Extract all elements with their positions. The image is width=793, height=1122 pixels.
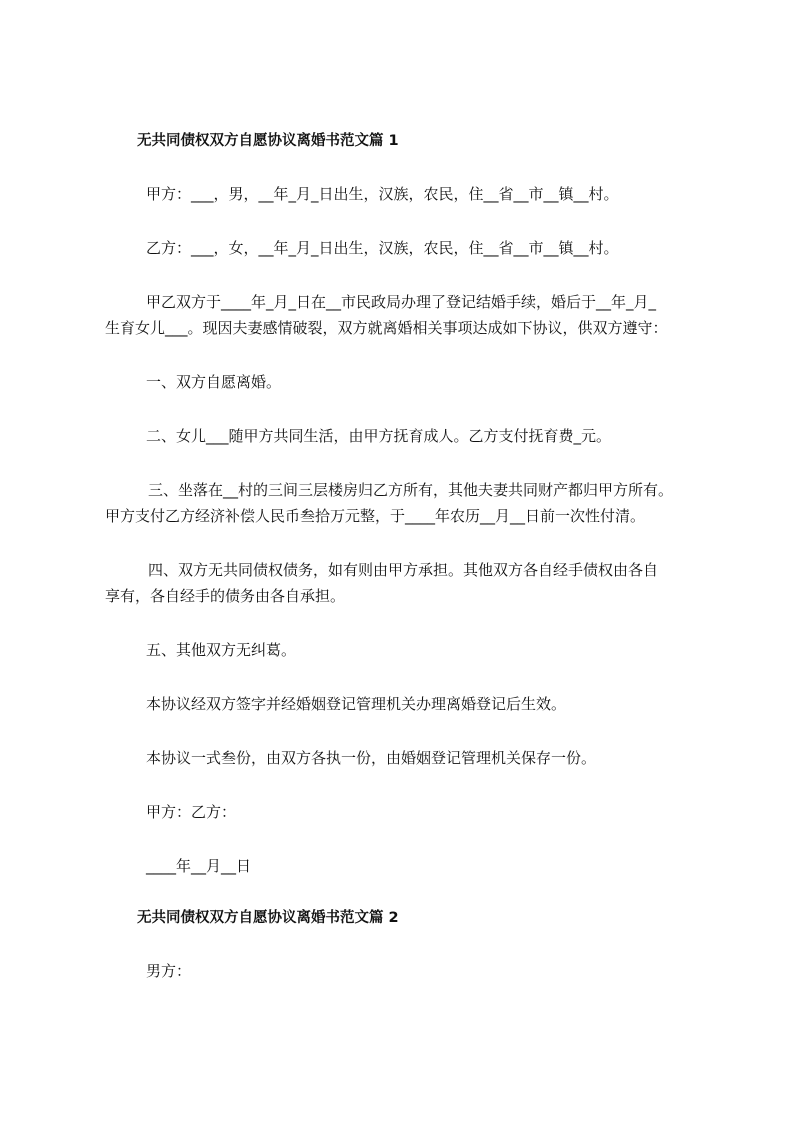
intro-line-2: 生育女儿___。现因夫妻感情破裂，双方就离婚相关事项达成如下协议，供双方遵守：	[105, 319, 668, 337]
section1-title: 无共同债权双方自愿协议离婚书范文篇 1	[137, 133, 399, 149]
clause-2: 二、女儿___随甲方共同生活，由甲方抚育成人。乙方支付抚育费_元。	[146, 427, 612, 445]
party-a-info: 甲方：___，男，__年_月_日出生，汉族，农民，住__省__市__镇__村。	[146, 185, 619, 203]
clause-3-line-1: 三、坐落在__村的三间三层楼房归乙方所有，其他夫妻共同财产都归甲方所有。	[148, 481, 674, 499]
copies-clause: 本协议一式叁份，由双方各执一份，由婚姻登记管理机关保存一份。	[146, 749, 597, 767]
clause-3-line-2: 甲方支付乙方经济补偿人民币叁拾万元整，于____年农历__月__日前一次性付清。	[105, 507, 646, 525]
signature-line: 甲方：乙方：	[146, 803, 237, 821]
party-b-info: 乙方：___，女，__年_月_日出生，汉族，农民，住__省__市__镇__村。	[146, 239, 619, 257]
clause-4-line-1: 四、双方无共同债权债务，如有则由甲方承担。其他双方各自经手债权由各自	[148, 561, 659, 579]
intro-line-1: 甲乙双方于____年_月_日在__市民政局办理了登记结婚手续，婚后于__年_月_	[146, 293, 657, 311]
effect-clause: 本协议经双方签字并经婚姻登记管理机关办理离婚登记后生效。	[146, 695, 567, 713]
section2-title: 无共同债权双方自愿协议离婚书范文篇 2	[137, 910, 399, 926]
male-party-line: 男方：	[146, 962, 192, 980]
clause-1: 一、双方自愿离婚。	[146, 373, 282, 391]
date-line: ____年__月__日	[146, 857, 252, 875]
clause-4-line-2: 享有，各自经手的债务由各自承担。	[105, 587, 346, 605]
clause-5: 五、其他双方无纠葛。	[146, 641, 297, 659]
